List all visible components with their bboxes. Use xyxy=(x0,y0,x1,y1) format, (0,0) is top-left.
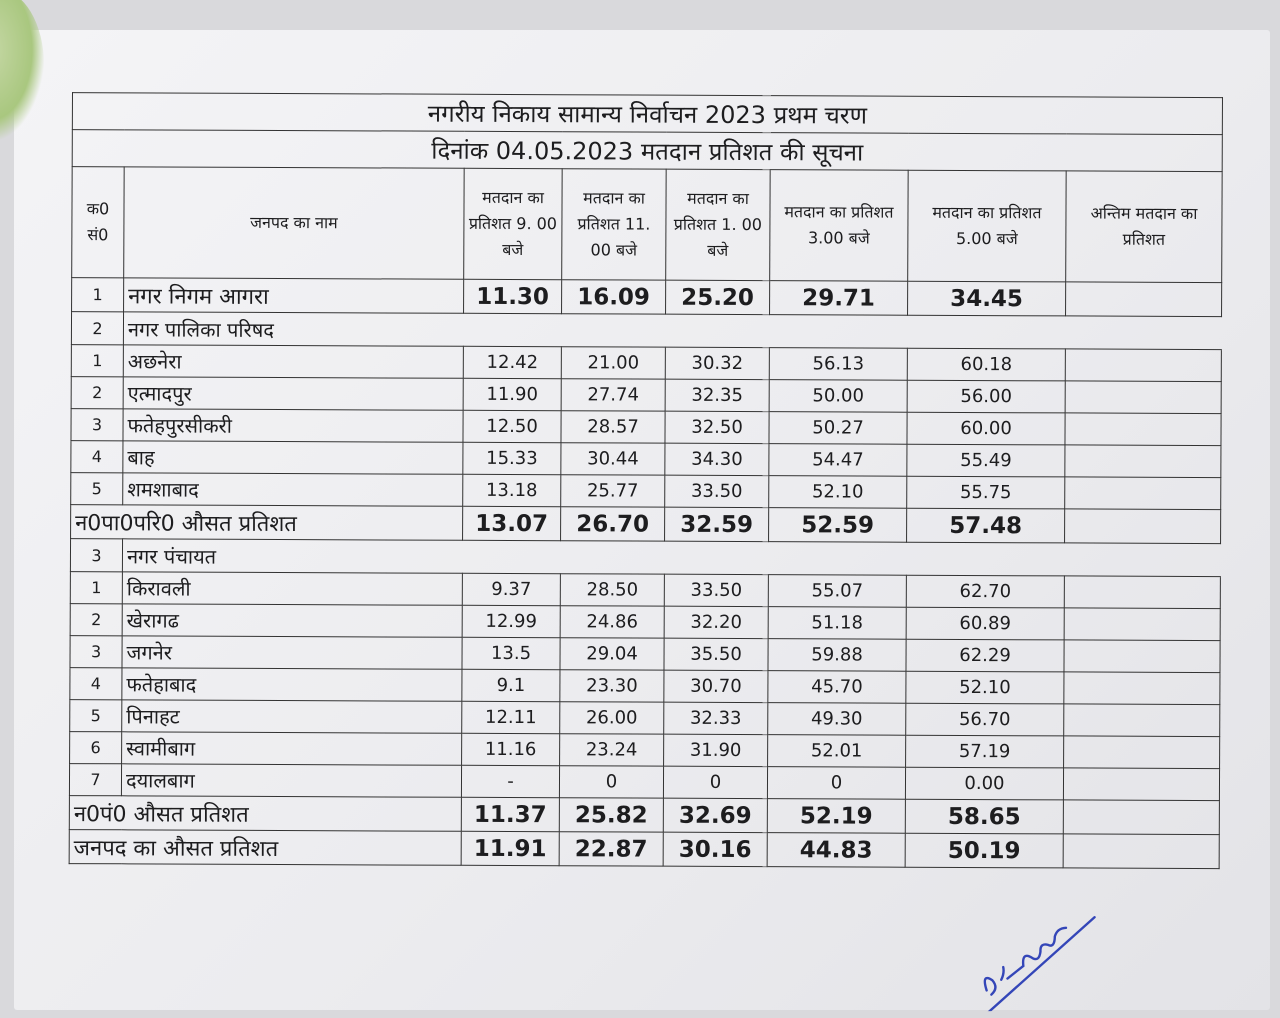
value-cell: 9.37 xyxy=(462,573,560,605)
name-cell: किरावली xyxy=(122,572,462,605)
value-cell: 55.49 xyxy=(907,444,1065,477)
name-cell: स्वामीबाग xyxy=(122,732,462,765)
value-cell: 32.69 xyxy=(663,798,767,832)
name-cell: फतेहपुरसीकरी xyxy=(123,409,463,442)
section-heading: नगर पालिका परिषद xyxy=(123,312,1221,350)
name-cell: खेरागढ xyxy=(122,604,462,637)
section-heading-row xyxy=(70,539,1220,577)
value-cell: 56.13 xyxy=(769,348,907,381)
name-cell: बाह xyxy=(123,441,463,474)
value-cell: 11.37 xyxy=(461,797,559,831)
average-row xyxy=(69,796,1219,835)
value-cell: 54.47 xyxy=(769,444,907,477)
final-cell xyxy=(1065,509,1221,544)
value-cell: 23.30 xyxy=(560,670,664,702)
average-label: जनपद का औसत प्रतिशत xyxy=(69,830,461,866)
final-cell xyxy=(1063,834,1219,869)
table-row xyxy=(70,700,1220,737)
section-heading: नगर पंचायत xyxy=(122,539,1220,577)
name-cell: अछनेरा xyxy=(123,345,463,378)
final-cell xyxy=(1063,800,1219,835)
average-row xyxy=(71,505,1221,544)
value-cell: 12.99 xyxy=(462,605,560,637)
value-cell: 52.10 xyxy=(769,476,907,509)
value-cell: 28.50 xyxy=(560,574,664,606)
value-cell: 52.01 xyxy=(768,735,906,768)
serial-cell: 3 xyxy=(70,636,122,668)
value-cell: 49.30 xyxy=(768,703,906,736)
value-cell: 9.1 xyxy=(462,669,560,701)
value-cell: 22.87 xyxy=(559,832,663,866)
district-average-row xyxy=(69,830,1219,869)
serial-cell: 6 xyxy=(70,732,122,764)
value-cell: 30.16 xyxy=(663,832,767,866)
name-cell: जगनेर xyxy=(122,636,462,669)
final-cell xyxy=(1065,445,1221,478)
serial-cell: 4 xyxy=(71,441,123,473)
document xyxy=(49,92,1248,869)
table-row xyxy=(71,377,1221,414)
header-3pm: मतदान का प्रतिशत 3.00 बजे xyxy=(770,170,908,282)
serial-cell: 1 xyxy=(71,345,123,377)
value-cell: 11.16 xyxy=(462,733,560,765)
value-cell: 30.70 xyxy=(664,670,768,702)
section-serial: 2 xyxy=(71,312,123,345)
table-row xyxy=(71,345,1221,382)
table-row xyxy=(69,764,1219,801)
value-cell: 50.19 xyxy=(905,833,1063,868)
value-cell: 29.71 xyxy=(770,281,908,316)
leaf-blur xyxy=(0,0,44,140)
value-cell: 57.19 xyxy=(906,735,1064,768)
value-cell: 29.04 xyxy=(560,638,664,670)
table-row xyxy=(71,473,1221,510)
name-cell: एत्मादपुर xyxy=(123,377,463,410)
value-cell: 12.42 xyxy=(463,346,561,378)
name-cell: नगर निगम आगरा xyxy=(124,278,464,313)
value-cell: 26.70 xyxy=(561,507,665,541)
final-cell xyxy=(1064,608,1220,641)
final-cell xyxy=(1064,672,1220,705)
signature-stroke xyxy=(981,976,998,996)
table-row xyxy=(72,278,1222,317)
header-final: अन्तिम मतदान का प्रतिशत xyxy=(1066,171,1223,283)
value-cell: 11.91 xyxy=(461,831,559,865)
value-cell: 21.00 xyxy=(561,347,665,379)
value-cell: 25.20 xyxy=(666,280,770,314)
table-row xyxy=(71,441,1221,478)
value-cell: 12.11 xyxy=(462,701,560,733)
table-row xyxy=(70,572,1220,609)
final-cell xyxy=(1065,413,1221,446)
final-cell xyxy=(1065,477,1221,510)
final-cell xyxy=(1064,576,1220,609)
value-cell: 13.5 xyxy=(462,637,560,669)
value-cell: 50.00 xyxy=(769,380,907,413)
value-cell: 62.29 xyxy=(906,639,1064,672)
value-cell: 55.07 xyxy=(768,575,906,608)
value-cell: 25.82 xyxy=(559,798,663,832)
section-heading-row xyxy=(71,312,1221,350)
average-label: न0पं0 औसत प्रतिशत xyxy=(69,796,461,832)
name-cell: पिनाहट xyxy=(122,700,462,733)
value-cell: 11.90 xyxy=(463,378,561,410)
turnout-table xyxy=(69,92,1223,869)
serial-cell: 3 xyxy=(71,409,123,441)
value-cell: 0 xyxy=(767,767,905,800)
value-cell: 34.45 xyxy=(908,281,1066,316)
value-cell: 32.35 xyxy=(665,379,769,411)
serial-cell: 1 xyxy=(72,278,124,312)
header-row xyxy=(72,167,1223,283)
final-cell xyxy=(1064,704,1220,737)
value-cell: 12.50 xyxy=(463,410,561,442)
document-subtitle: दिनांक 04.05.2023 मतदान प्रतिशत की सूचना xyxy=(72,130,1222,172)
value-cell: 27.74 xyxy=(561,379,665,411)
value-cell: 52.19 xyxy=(767,799,905,834)
final-cell xyxy=(1065,381,1221,414)
table-row xyxy=(70,668,1220,705)
serial-cell: 4 xyxy=(70,668,122,700)
value-cell: 24.86 xyxy=(560,606,664,638)
value-cell: 35.50 xyxy=(664,638,768,670)
value-cell: 57.48 xyxy=(907,508,1065,543)
value-cell: 32.20 xyxy=(664,606,768,638)
serial-cell: 1 xyxy=(70,572,122,604)
value-cell: 16.09 xyxy=(562,280,666,314)
value-cell: 55.75 xyxy=(907,476,1065,509)
value-cell: 62.70 xyxy=(906,575,1064,608)
value-cell: 15.33 xyxy=(463,442,561,474)
value-cell: 26.00 xyxy=(560,702,664,734)
value-cell: 30.32 xyxy=(665,347,769,379)
value-cell: 0 xyxy=(663,766,767,798)
value-cell: 60.18 xyxy=(907,348,1065,381)
value-cell: 0 xyxy=(559,766,663,798)
value-cell: 11.30 xyxy=(464,279,562,313)
serial-cell: 5 xyxy=(70,700,122,732)
table-row xyxy=(70,636,1220,673)
value-cell: 51.18 xyxy=(768,607,906,640)
signature xyxy=(956,901,1116,1012)
value-cell: 60.89 xyxy=(906,607,1064,640)
final-cell xyxy=(1063,768,1219,801)
value-cell: 28.57 xyxy=(561,411,665,443)
final-cell xyxy=(1064,736,1220,769)
section-serial: 3 xyxy=(70,539,122,572)
signature-underline xyxy=(973,917,1109,1011)
serial-cell: 2 xyxy=(70,604,122,636)
header-5pm: मतदान का प्रतिशत 5.00 बजे xyxy=(908,170,1066,282)
value-cell: 32.33 xyxy=(664,702,768,734)
table-row xyxy=(71,409,1221,446)
final-cell xyxy=(1066,282,1222,317)
value-cell: 13.18 xyxy=(463,474,561,506)
value-cell: 52.10 xyxy=(906,671,1064,704)
value-cell: 32.50 xyxy=(665,411,769,443)
value-cell: 0.00 xyxy=(905,767,1063,800)
value-cell: 23.24 xyxy=(560,734,664,766)
value-cell: 52.59 xyxy=(769,508,907,543)
name-cell: शमशाबाद xyxy=(123,473,463,506)
value-cell: 25.77 xyxy=(561,475,665,507)
document-title: नगरीय निकाय सामान्य निर्वाचन 2023 प्रथम चरण xyxy=(72,93,1222,135)
serial-cell: 5 xyxy=(71,473,123,505)
value-cell: 59.88 xyxy=(768,639,906,672)
final-cell xyxy=(1064,640,1220,673)
value-cell: 33.50 xyxy=(665,475,769,507)
value-cell: 44.83 xyxy=(767,833,905,868)
header-11am: मतदान का प्रतिशत 11. 00 बजे xyxy=(562,169,666,280)
value-cell: 60.00 xyxy=(907,412,1065,445)
value-cell: 30.44 xyxy=(561,443,665,475)
value-cell: 58.65 xyxy=(905,799,1063,834)
value-cell: 31.90 xyxy=(664,734,768,766)
value-cell: 34.30 xyxy=(665,443,769,475)
value-cell: 45.70 xyxy=(768,671,906,704)
value-cell: 50.27 xyxy=(769,412,907,445)
final-cell xyxy=(1065,349,1221,382)
value-cell: 33.50 xyxy=(664,574,768,606)
value-cell: - xyxy=(461,765,559,797)
value-cell: 32.59 xyxy=(665,507,769,541)
header-name: जनपद का नाम xyxy=(124,167,464,279)
header-1pm: मतदान का प्रतिशत 1. 00 बजे xyxy=(666,169,770,280)
header-sn: क0 सं0 xyxy=(72,167,124,278)
value-cell: 56.00 xyxy=(907,380,1065,413)
value-cell: 13.07 xyxy=(463,506,561,540)
serial-cell: 2 xyxy=(71,377,123,409)
name-cell: फतेहाबाद xyxy=(122,668,462,701)
table-row xyxy=(70,604,1220,641)
table-row xyxy=(70,732,1220,769)
average-label: न0पा0परि0 औसत प्रतिशत xyxy=(71,505,463,541)
serial-cell: 7 xyxy=(69,764,121,796)
value-cell: 56.70 xyxy=(906,703,1064,736)
name-cell: दयालबाग xyxy=(121,764,461,797)
header-9am: मतदान का प्रतिशत 9. 00 बजे xyxy=(464,168,562,279)
